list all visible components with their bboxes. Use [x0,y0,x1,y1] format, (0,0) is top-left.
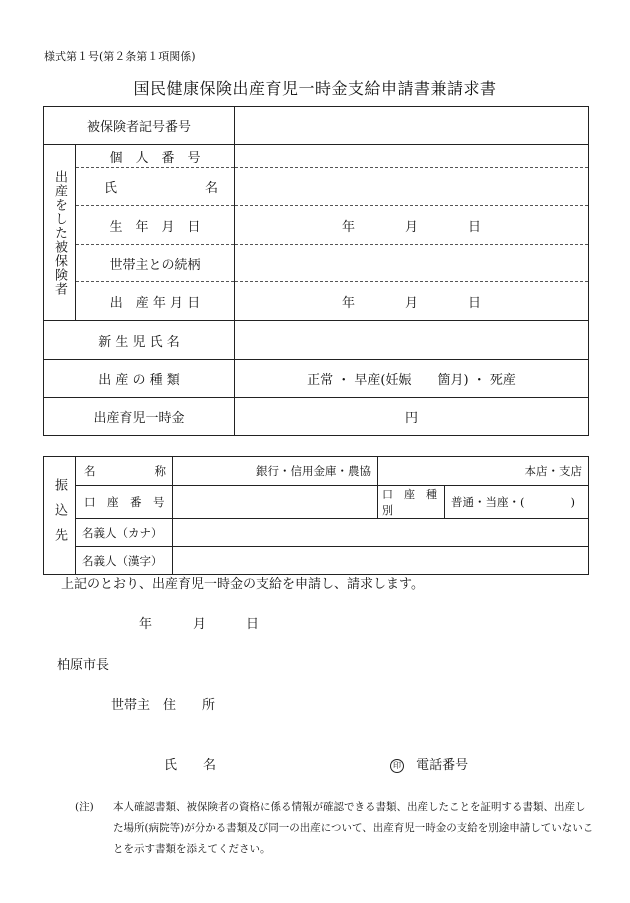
name-field[interactable] [235,168,589,206]
individual-number-field[interactable] [235,145,589,168]
account-type-options[interactable]: 普通・当座・( ) [445,486,589,519]
holder-kana-field[interactable] [173,519,589,547]
declaration-statement: 上記のとおり、出産育児一時金の支給を申請し、請求します。 [61,577,424,592]
phone-label: 電話番号 [416,758,469,773]
page-title: 国民健康保険出産育児一時金支給申請書兼請求書 [133,79,497,98]
transfer-group-label: 振込先 [52,478,67,553]
delivery-year: 年 [341,295,355,311]
bank-name-field[interactable] [173,457,378,486]
note-text: 本人確認書類、被保険者の資格に係る情報が確認できる書類、出産したことを証明する書類、出産した場所(病院等)が分かる書類及び同一の出産について、出産育児一時金の支給を別途申請していないことを示す書類を添えてください。 [113,801,594,855]
group-label-cell [44,145,76,321]
bank-name-label-cell [76,457,173,486]
transfer-table [43,456,589,575]
holder-kanji-label: 名義人（漢字） [76,547,173,575]
bank-name-label-b: 称 [154,464,166,478]
birthdate-month: 月 [405,219,419,235]
account-number-field[interactable] [173,486,378,519]
declaration-year: 年 [139,617,153,632]
account-number-label: 口 座 番 号 [76,486,173,519]
holder-kana-label: 名義人（カナ） [76,519,173,547]
relationship-label: 世帯主との続柄 [76,245,235,282]
name-label-b: 名 [205,181,219,196]
bank-type-options: 銀行・信用金庫・農協 [256,464,371,478]
birthdate-year: 年 [341,219,355,235]
bank-name-label-a: 名 [84,464,96,478]
newborn-name-field[interactable] [235,321,589,360]
relationship-field[interactable] [235,245,589,282]
delivery-day: 日 [468,295,482,311]
birthdate-field[interactable] [235,206,589,245]
delivery-date-label: 出 産 年 月 日 [76,282,235,321]
seal-icon: 印 [390,759,404,773]
transfer-group-cell [44,457,76,575]
application-table [43,106,589,436]
addressee: 柏原市長 [57,658,110,673]
declaration-day: 日 [246,617,260,632]
note-block [75,797,595,860]
account-type-label: 口 座 種 別 [378,486,445,519]
yen-unit: 円 [405,411,419,426]
newborn-name-label: 新 生 児 氏 名 [44,321,235,360]
insured-id-field[interactable] [235,107,589,145]
insured-person-group-label: 出産をした被保険者 [52,169,67,296]
delivery-type-options[interactable]: 正常 ・ 早産(妊娠 箇月) ・ 死産 [235,360,589,398]
birthdate-day: 日 [468,219,482,235]
branch-type-options: 本店・支店 [524,464,582,478]
insured-id-label: 被保険者記号番号 [44,107,235,145]
lump-sum-label: 出産育児一時金 [44,398,235,436]
individual-number-label: 個 人 番 号 [76,145,235,168]
delivery-month: 月 [405,295,419,311]
holder-kanji-field[interactable] [173,547,589,575]
branch-name-field[interactable] [378,457,589,486]
note-mark: (注) [75,801,94,813]
birthdate-label: 生 年 月 日 [76,206,235,245]
declaration-month: 月 [193,617,207,632]
address-label: 住 所 [163,698,216,713]
applicant-name-label: 氏 名 [164,758,217,773]
name-label-cell [76,168,235,206]
lump-sum-field[interactable] [235,398,589,436]
delivery-date-field[interactable] [235,282,589,321]
householder-label: 世帯主 [111,698,151,713]
seal-area [390,754,468,773]
form-number: 様式第１号(第２条第１項関係) [44,50,196,63]
delivery-type-label: 出 産 の 種 類 [44,360,235,398]
name-label-a: 氏 [104,181,118,196]
